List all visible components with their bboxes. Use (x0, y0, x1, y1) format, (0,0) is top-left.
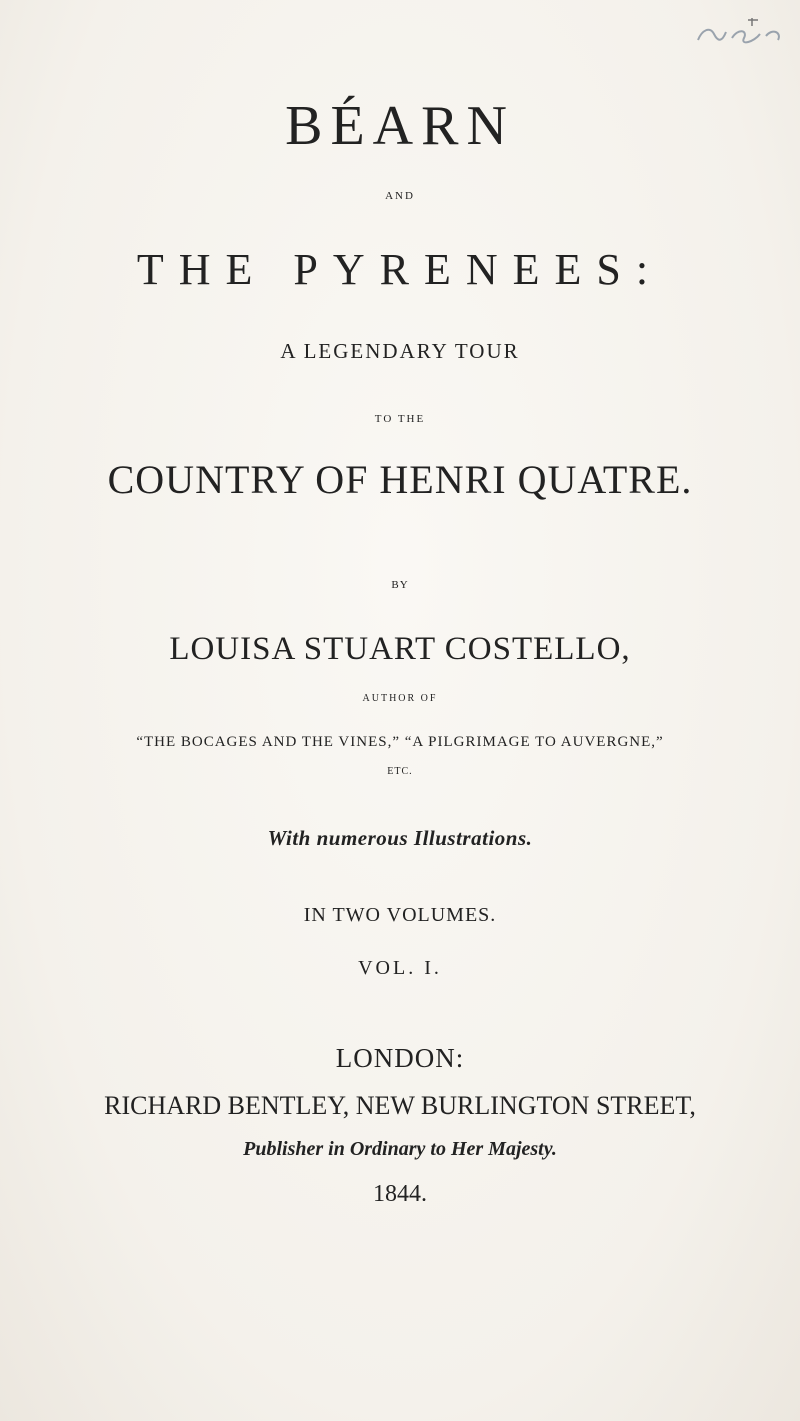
volume-number: VOL. I. (358, 957, 442, 979)
previous-works: “THE BOCAGES AND THE VINES,” “A PILGRIMAGE TO AUVERGNE,” (136, 734, 664, 750)
subtitle-connector: TO THE (374, 413, 426, 425)
etc-label: ETC. (387, 766, 413, 777)
subtitle-country: COUNTRY OF HENRI QUATRE. (107, 457, 693, 502)
title-conjunction: AND (385, 190, 415, 202)
illustrations-note: With numerous Illustrations. (267, 826, 533, 850)
subtitle: A LEGENDARY TOUR (280, 339, 520, 363)
main-title: BÉARN (285, 95, 515, 157)
publication-year: 1844. (373, 1181, 427, 1207)
author-name: LOUISA STUART COSTELLO, (169, 631, 631, 667)
publisher: RICHARD BENTLEY, NEW BURLINGTON STREET, (104, 1091, 696, 1120)
author-of-label: AUTHOR OF (362, 693, 438, 704)
volumes-note: IN TWO VOLUMES. (303, 904, 497, 926)
imprint-city: LONDON: (335, 1043, 465, 1073)
publisher-appointment: Publisher in Ordinary to Her Majesty. (243, 1138, 557, 1160)
secondary-title: THE PYRENEES: (136, 245, 664, 294)
by-label: BY (391, 579, 409, 591)
library-stamp-mark (692, 12, 792, 48)
